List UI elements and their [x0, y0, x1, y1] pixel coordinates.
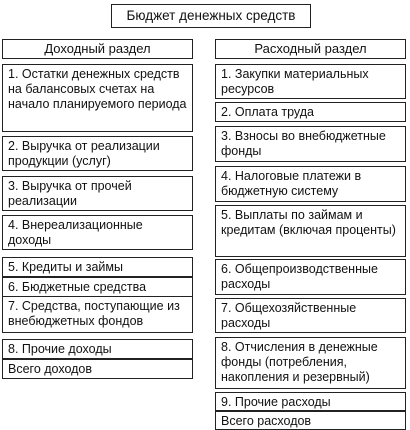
expense-item-6: 6. Общепроизводственные расходы [215, 259, 406, 295]
income-header: Доходный раздел [2, 39, 193, 59]
income-item-8: 8. Прочие доходы [2, 339, 193, 359]
expense-total: Всего расходов [215, 411, 406, 430]
income-item-7: 7. Средства, поступающие из внебюджетных фондов [2, 296, 193, 333]
expense-item-5: 5. Выплаты по займам и кредитам (включая проценты) [215, 205, 406, 257]
expense-header: Расходный раздел [215, 39, 406, 59]
expense-item-9: 9. Прочие расходы [215, 392, 406, 411]
expense-item-8: 8. Отчисления в денежные фонды (потребления, накопления и резервный) [215, 337, 406, 389]
expense-item-4: 4. Налоговые платежи в бюджетную систему [215, 166, 406, 202]
budget-title: Бюджет денежных средств [111, 4, 311, 28]
income-item-5: 5. Кредиты и займы [2, 257, 193, 277]
expense-item-7: 7. Общехозяйственные расходы [215, 298, 406, 333]
income-item-1: 1. Остатки денежных средств на балансовых счетах на начало планируемого периода [2, 64, 193, 132]
income-item-2: 2. Выручка от реализации продукции (услуг) [2, 136, 193, 171]
income-total: Всего доходов [2, 359, 193, 379]
income-item-6: 6. Бюджетные средства [2, 277, 193, 297]
expense-item-1: 1. Закупки материальных ресурсов [215, 64, 406, 99]
expense-item-3: 3. Взносы во внебюджетные фонды [215, 126, 406, 162]
expense-item-2: 2. Оплата труда [215, 102, 406, 122]
income-item-3: 3. Выручка от прочей реализации [2, 176, 193, 211]
income-item-4: 4. Внереализационные доходы [2, 215, 193, 250]
